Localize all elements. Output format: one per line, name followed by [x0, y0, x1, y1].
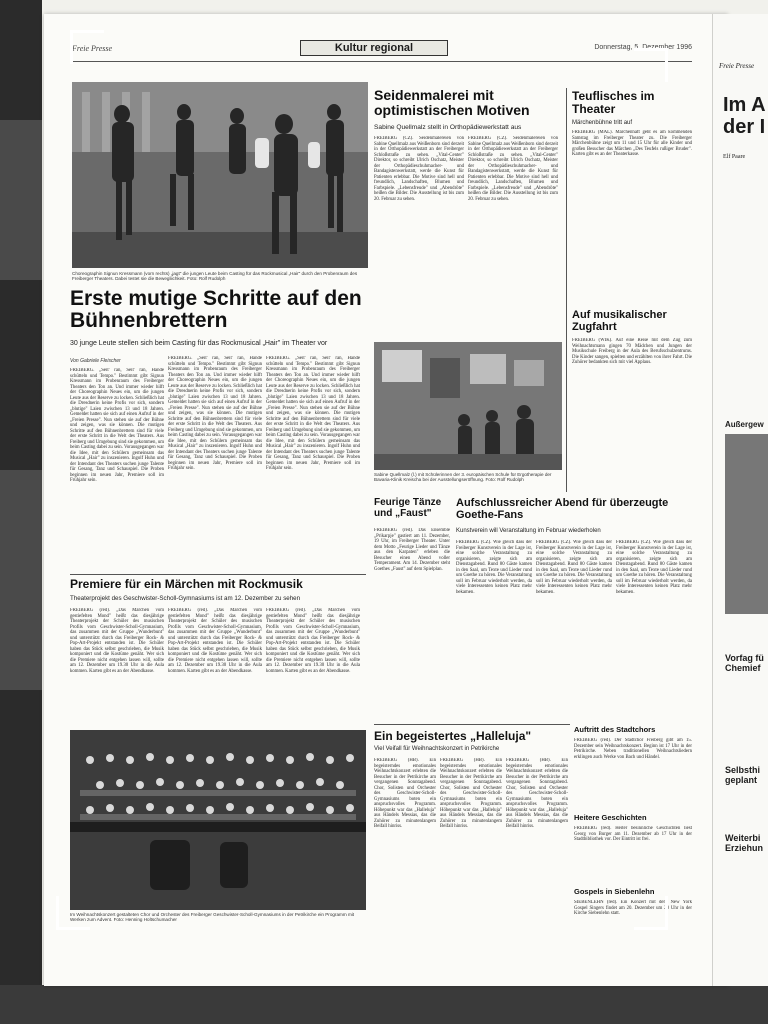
issue-date: Donnerstag, 5. Dezember 1996: [594, 44, 692, 51]
halleluja-subhead: Viel Veifall für Weihnachtskonzert in Petrikirche: [374, 746, 500, 752]
halleluja-body-col1: FREIBERG (HB). Ein begeisterndes emotionales Weihnachtskonzert erlebten die Besucher in der Petrikirche am vergangenen Sonntagabend. Chor, Solisten und Orchester des Geschwister-Scholl-Gymnasiums boten ein anspruchsvolles Programm. Höhepunkt war das „Halleluja" aus Händels Messias, das die Zuhörer zu minutenlangem Beifall hinriss.: [374, 758, 436, 829]
seiden-subhead: Sabine Quellmalz stellt in Orthopädiewerkstatt aus: [374, 124, 522, 131]
choir-photo: [70, 730, 366, 910]
exhibition-photo-caption: Sabine Quellmalz (l.) mit Schülerinnen der 3. europäischen Schule für Ergotherapie der Bavaria-Klinik Kreischa bei der Ausstellungseröffnung. Foto: Rolf Rudolph: [374, 472, 552, 483]
section-title: Kultur regional: [300, 40, 448, 56]
halleluja-headline: Ein begeistertes „Halleluja": [374, 729, 532, 743]
lead-body-col2: FREIBERG. „Seit' ran, Seit' ran, Hände schütteln und Tempo." Bestimmt gibt Signun Kressmann im Probenraum des Freiberger Theaters den Ton an. Und immer wieder hilft der Choreographin Neues ein, um die jungen Leute aus der Reserve zu locken. Schließlich hat die Dresdnerin keine Profis vor sich, sondern „blutige" Laien zwischen 13 und 18 Jahren. Gemeldet hatten sie sich auf einen Aufruf in der „Freien Presse". Nun stehen sie auf der Bühne und zeigen, was sie können. Die mutigen Schritte auf den Bühnenbrettern sind für viele der erste Schritt in die Welt des Theaters. Aus Freiberg und Umgebung sind sie gekommen, um beim Casting dabei zu sein. Vorausgegangen war die Idee, mit den Schülern gemeinsam das Musical „Hair" zu inszenieren. Ingolf Huhn und der Intendant des Theaters suchen junge Talente für Gesang, Tanz und Schauspiel. Die Proben beginnen im neuen Jahr, Premiere soll im Frühjahr sein.: [168, 356, 262, 471]
adjacent-side-headline: Selbsthi geplant: [725, 765, 761, 785]
lead-body-col3: FREIBERG. „Seit' ran, Seit' ran, Hände schütteln und Tempo." Bestimmt gibt Signun Kressmann im Probenraum des Freiberger Theaters den Ton an. Und immer wieder hilft der Choreographin Neues ein, um die jungen Leute aus der Reserve zu locken. Schließlich hat die Dresdnerin keine Profis vor sich, sondern „blutige" Laien zwischen 13 und 18 Jahren. Gemeldet hatten sie sich auf einen Aufruf in der „Freien Presse". Nun stehen sie auf der Bühne und zeigen, was sie können. Die mutigen Schritte auf den Bühnenbrettern sind für viele der erste Schritt in die Welt des Theaters. Aus Freiberg und Umgebung sind sie gekommen, um beim Casting dabei zu sein. Vorausgegangen war die Idee, mit den Schülern gemeinsam das Musical „Hair" zu inszenieren. Ingolf Huhn und der Intendant des Theaters suchen junge Talente für Gesang, Tanz und Schauspiel. Die Proben beginnen im neuen Jahr, Premiere soll im Frühjahr sein.: [266, 356, 360, 471]
lead-body-col1: FREIBERG. „Seit' ran, Seit' ran, Hände schütteln und Tempo." Bestimmt gibt Signun Kressmann im Probenraum des Freiberger Theaters den Ton an. Und immer wieder hilft der Choreographin Neues ein, um die jungen Leute aus der Reserve zu locken. Schließlich hat die Dresdnerin keine Profis vor sich, sondern „blutige" Laien zwischen 13 und 18 Jahren. Gemeldet hatten sie sich auf einen Aufruf in der „Freien Presse". Nun stehen sie auf der Bühne und zeigen, was sie können. Die mutigen Schritte auf den Bühnenbrettern sind für viele der erste Schritt in die Welt des Theaters. Aus Freiberg und Umgebung sind sie gekommen, um beim Casting dabei zu sein. Vorausgegangen war die Idee, mit den Schülern gemeinsam das Musical „Hair" zu inszenieren. Ingolf Huhn und der Intendant des Theaters suchen junge Talente für Gesang, Tanz und Schauspiel. Die Proben beginnen im neuen Jahr, Premiere soll im Frühjahr sein.: [70, 368, 164, 483]
adjacent-headline: Im A der I: [723, 94, 766, 138]
crop-marker-bottom-left: [56, 896, 90, 930]
sidebar-body-geschichten: FREIBERG (red). Heiter besinnliche Geschichten liest Georg von Burger am 11. Dezember ab 17 Uhr in der Stadtbibliothek vor. Der Eintritt ist frei.: [574, 826, 692, 842]
maerchen-headline: Premiere für ein Märchen mit Rockmusik: [70, 577, 303, 591]
exhibition-photo: [374, 342, 562, 470]
sidebar-headline-stadtchor: Auftritt des Stadtchors: [574, 725, 656, 734]
maerchen-body-col1: FREIBERG (red). „Das Märchen vom gestiefelten Mond" heißt das diesjährige Theaterprojekt der Schüler des musischen Profils vom Geschwister-Scholl-Gymnasium, das zusammen mit der Gruppe „Wunderbunt" und unterstützt durch das Freiberger Rock- & Pop-Art-Projekt entstanden ist. Die Schüler haben das Stück selbst geschrieben, die Musik komponiert und die Kostüme genäht. Wer sich die Premiere nicht entgehen lassen will, sollte am 12. Dezember um 19.30 Uhr in die Aula kommen. Karten gibt es an der Abendkasse.: [70, 608, 164, 674]
goethe-headline: Aufschlussreicher Abend für überzeugte Goethe-Fans: [456, 497, 669, 521]
sidebar-subhead-theater: Märchenbühne tritt auf: [572, 120, 633, 126]
sidebar-headline-geschichten: Heitere Geschichten: [574, 813, 647, 822]
maerchen-body-col2: FREIBERG (red). „Das Märchen vom gestiefelten Mond" heißt das diesjährige Theaterprojekt der Schüler des musischen Profils vom Geschwister-Scholl-Gymnasium, das zusammen mit der Gruppe „Wunderbunt" und unterstützt durch das Freiberger Rock- & Pop-Art-Projekt entstanden ist. Die Schüler haben das Stück selbst geschrieben, die Musik komponiert und die Kostüme genäht. Wer sich die Premiere nicht entgehen lassen will, sollte am 12. Dezember um 19.30 Uhr in die Aula kommen. Karten gibt es an der Abendkasse.: [168, 608, 262, 674]
adjacent-side-headline: Vorfag fü Chemief: [725, 653, 764, 673]
divider: [374, 724, 570, 725]
goethe-body-col3: FREIBERG (CZ). Wie gleich dass der Freiberger Kunstverein in der Lage ist, eine solche Veranstaltung zu organisieren, zeigte sich am Dienstagabend. Rund 80 Gäste kamen in den Saal, um Texte und Lieder rund um Goethe zu hören. Die Veranstaltung soll im Februar wiederholt werden, da viele Interessenten keinen Platz mehr bekamen.: [616, 540, 692, 595]
sidebar-headline-theater: Teuflisches im Theater: [572, 89, 655, 116]
feurige-body: FREIBERG (red). Das Ensemble „Prikarpje" gastiert am 11. Dezember, 19 Uhr, im Freiberger Theater. Unter dem Motto „Feurige Lieder und Tänze aus den Karpaten" erleben die Besucher einen Abend voller Temperament. Am 14. Dezember steht Goethes „Faust" auf dem Spielplan.: [374, 528, 450, 572]
seiden-headline: Seidenmalerei mit optimistischen Motiven: [374, 87, 530, 118]
adjacent-side-headline: Weiterbi Erziehun: [725, 833, 764, 853]
feurige-headline: Feurige Tänze und „Faust": [374, 497, 442, 519]
maerchen-subhead: Theaterprojekt des Geschwister-Scholl-Gymnasiums ist am 12. Dezember zu sehen: [70, 595, 301, 602]
masthead: [72, 40, 692, 62]
sidebar-headline-gospels: Gospels in Siebenlehn: [574, 887, 655, 896]
sidebar-body-theater: FREIBERG (MAL). Märchenhaft geht es am kommenden Samstag im Freiberger Theater zu. Die Freiberger Märchenbühne zeigt um 11 und 15 Uhr für alle Kinder und großen Besucher das Märchen „Des Teufels rußiger Bruder". Karten gibt es an der Theaterkasse.: [572, 130, 692, 157]
sidebar-headline-zugfahrt: Auf musikalischer Zugfahrt: [572, 309, 667, 333]
crop-marker-top-right: [634, 48, 668, 82]
newspaper-page: [44, 14, 728, 986]
column-divider: [566, 88, 567, 492]
scanner-background-left: [0, 0, 42, 1024]
sidebar-body-stadtchor: FREIBERG (red). Der Stadtchor Freiberg gibt am 15. Dezember sein Weihnachtskonzert. Beginn ist 17 Uhr in der Petrikirche. Neben traditionellen Weihnachtsliedern erklingen auch Werke von Bach und Händel.: [574, 738, 692, 760]
crop-marker-bottom-right: [634, 896, 668, 930]
divider: [70, 574, 366, 575]
adjacent-photo: [725, 434, 768, 614]
goethe-body-col1: FREIBERG (CZ). Wie gleich dass der Freiberger Kunstverein in der Lage ist, eine solche Veranstaltung zu organisieren, zeigte sich am Dienstagabend. Rund 80 Gäste kamen in den Saal, um Texte und Lieder rund um Goethe zu hören. Die Veranstaltung soll im Februar wiederholt werden, da viele Interessenten keinen Platz mehr bekamen.: [456, 540, 532, 595]
sidebar-body-zugfahrt: FREIBERG (WIK). Auf eine Reise mit dem Zug zum Weihnachtsmann gingen 70 Mädchen und Jungen der Musikschule Freiberg in der Aula des Berufsschulzentrums. Die Kinder sangen, spielten und erzählten von ihrer Fahrt. Die Zuhörer bedankten sich mit viel Applaus.: [572, 338, 692, 365]
sidebar-body-gospels: SIEBENLEHN (red). Ein Konzert mit dem New York Gospel Singers findet am 20. Dezember um 20 Uhr in der Kirche Siebenlehn statt.: [574, 900, 692, 916]
seiden-body-col2: FREIBERG (CZ). Seidenmalereien von Sabine Quellmalz aus Weißenborn sind derzeit in der Orthopädiewerkstatt an der Freiberger Schloßstraße zu sehen. „Vital-Center" Direktor, so schreibt Ulrich Oschatz, Meister der Orthopädieschuhmacher- und Bandagistenwerkstatt, werde die Kunst für Patienten erlebbar. Die Motive sind hell und freundlich, Landschaften, Blumen und Farbspiele. „Lebensfreude" und „Abendröte" heißen die Bilder. Die Ausstellung ist bis zum 20. Februar zu sehen.: [468, 136, 558, 202]
maerchen-body-col3: FREIBERG (red). „Das Märchen vom gestiefelten Mond" heißt das diesjährige Theaterprojekt der Schüler des musischen Profils vom Geschwister-Scholl-Gymnasium, das zusammen mit der Gruppe „Wunderbunt" und unterstützt durch das Freiberger Rock- & Pop-Art-Projekt entstanden ist. Die Schüler haben das Stück selbst geschrieben, die Musik komponiert und die Kostüme genäht. Wer sich die Premiere nicht entgehen lassen will, sollte am 12. Dezember um 19.30 Uhr in die Aula kommen. Karten gibt es an der Abendkasse.: [266, 608, 360, 674]
crop-marker-top-left: [70, 30, 104, 64]
goethe-body-col2: FREIBERG (CZ). Wie gleich dass der Freiberger Kunstverein in der Lage ist, eine solche Veranstaltung zu organisieren, zeigte sich am Dienstagabend. Rund 80 Gäste kamen in den Saal, um Texte und Lieder rund um Goethe zu hören. Die Veranstaltung soll im Februar wiederholt werden, da viele Interessenten keinen Platz mehr bekamen.: [536, 540, 612, 595]
halleluja-body-col3: FREIBERG (HB). Ein begeisterndes emotionales Weihnachtskonzert erlebten die Besucher in der Petrikirche am vergangenen Sonntagabend. Chor, Solisten und Orchester des Geschwister-Scholl-Gymnasiums boten ein anspruchsvolles Programm. Höhepunkt war das „Halleluja" aus Händels Messias, das die Zuhörer zu minutenlangem Beifall hinriss.: [506, 758, 568, 829]
adjacent-page: [712, 14, 768, 986]
adjacent-side-headline: Außergew: [725, 420, 764, 429]
goethe-subhead: Kunstverein will Veranstaltung im Februar wiederholen: [456, 528, 601, 534]
adjacent-subhead: Elf Paare: [723, 154, 746, 160]
casting-photo: [72, 82, 368, 268]
adjacent-newspaper-name: Freie Presse: [719, 62, 755, 70]
lead-subhead: 30 junge Leute stellen sich beim Casting für das Rockmusical „Hair" im Theater vor: [70, 340, 328, 347]
halleluja-body-col2: FREIBERG (HB). Ein begeisterndes emotionales Weihnachtskonzert erlebten die Besucher in der Petrikirche am vergangenen Sonntagabend. Chor, Solisten und Orchester des Geschwister-Scholl-Gymnasiums boten ein anspruchsvolles Programm. Höhepunkt war das „Halleluja" aus Händels Messias, das die Zuhörer zu minutenlangem Beifall hinriss.: [440, 758, 502, 829]
newspaper-name: Freie Presse: [72, 44, 113, 53]
choir-photo-caption: Im Weihnachtskonzert gestalteten Chor und Orchester des Freiberger Geschwister-Scholl-Gymnasiums in der Petrikirche ein Programm mit Werken zum Advent. Foto: Henning Holtschumacher: [70, 912, 355, 923]
lead-headline: Erste mutige Schritte auf den Bühnenbrettern: [70, 287, 362, 333]
casting-photo-caption: Choreographin Signun Kressmann (vorn rechts) „jagt" die jungen Leute beim Casting für das Rockmusical „Hair" durch den Probenraum des Freiberger Theaters. Dabei testet sie die Bewegliichkeit. Foto: Rolf Rudolph: [72, 271, 358, 282]
scanner-background-bottom: [0, 985, 768, 1024]
seiden-body-col1: FREIBERG (CZ). Seidenmalereien von Sabine Quellmalz aus Weißenborn sind derzeit in der Orthopädiewerkstatt an der Freiberger Schloßstraße zu sehen. „Vital-Center" Direktor, so schreibt Ulrich Oschatz, Meister der Orthopädieschuhmacher- und Bandagistenwerkstatt, werde die Kunst für Patienten erlebbar. Die Motive sind hell und freundlich, Landschaften, Blumen und Farbspiele. „Lebensfreude" und „Abendröte" heißen die Bilder. Die Ausstellung ist bis zum 20. Februar zu sehen.: [374, 136, 464, 202]
lead-byline: Von Gabriele Fleischer: [70, 358, 121, 364]
